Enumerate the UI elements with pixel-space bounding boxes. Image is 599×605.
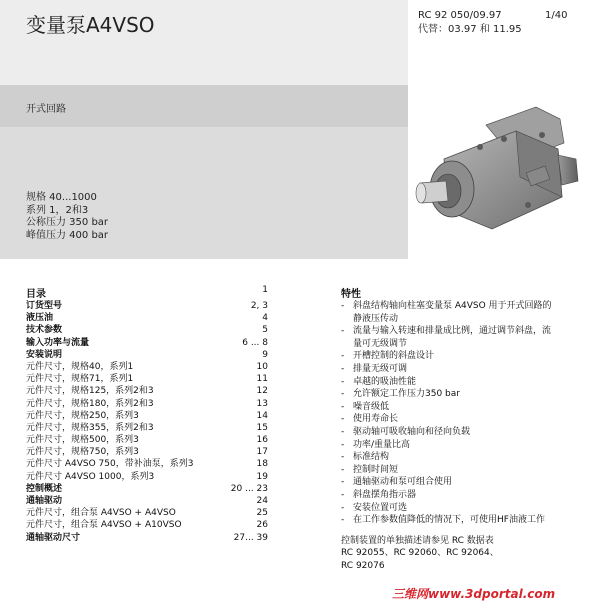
toc-entry-page: 18: [256, 459, 268, 470]
feature-text: 开槽控制的斜盘设计: [353, 351, 435, 362]
feature-text: 斜盘结构轴向柱塞变量泵 A4VSO 用于开式回路的: [353, 301, 552, 311]
toc-heading-page: 1: [262, 285, 268, 295]
feature-text: 噪音级低: [353, 401, 390, 412]
toc-entry-page: 27... 39: [233, 532, 268, 543]
bullet-dash: -: [341, 363, 345, 374]
toc-entry: [26, 337, 270, 349]
toc-entry-page: 9: [262, 349, 268, 360]
toc-entry: [26, 385, 270, 397]
feature-text: 排量无级可调: [353, 363, 408, 374]
toc-entry-page: 17: [256, 447, 268, 458]
feature-item: [341, 350, 593, 363]
features-heading: 特性: [341, 289, 361, 300]
toc-entry-label: 液压油: [26, 313, 54, 324]
toc-entry-page: 6 ... 8: [242, 337, 268, 348]
bullet-dash: -: [341, 414, 345, 425]
toc-entry-page: 5: [262, 325, 268, 336]
bullet-dash: -: [341, 389, 345, 400]
toc-entry: [26, 422, 270, 434]
features-section: [341, 285, 593, 572]
rc-reference: RC 92055、RC 92060、RC 92064、: [341, 548, 499, 559]
toc-entry: [26, 373, 270, 385]
toc-entry-label: 元件尺寸，规格125，系列2和3: [26, 386, 154, 397]
toc-entry: [26, 532, 270, 544]
toc-entry: [26, 410, 270, 422]
toc-entry-page: 10: [256, 361, 268, 372]
toc-entry-page: 24: [256, 496, 268, 506]
toc-entry-label: 元件尺寸，规格500，系列3: [26, 435, 139, 446]
control-note: 控制装置的单独描述请参见 RC 数据表: [341, 535, 494, 546]
toc-entry-page: 2, 3: [250, 301, 268, 311]
feature-item: [341, 464, 593, 477]
feature-item: [341, 401, 593, 414]
bullet-dash: -: [341, 401, 345, 412]
feature-text: 驱动轴可吸收轴向和径向负载: [353, 426, 471, 437]
feature-text: 斜盘摆角指示器: [353, 489, 417, 500]
feature-item: [341, 413, 593, 426]
axial-piston-pump-illustration: [408, 85, 599, 259]
toc-entry: [26, 312, 270, 324]
feature-item: [341, 514, 593, 527]
toc-entry: [26, 483, 270, 495]
toc-entry-label: 元件尺寸 A4VSO 1000，系列3: [26, 471, 155, 482]
replaces-note: 代替：03.97 和 11.95: [418, 24, 522, 35]
features-list: [341, 300, 593, 527]
bullet-dash: -: [341, 376, 345, 387]
toc-entry-label: 控制概述: [26, 483, 63, 494]
toc-entry-page: 16: [256, 435, 268, 446]
spec-line: 系列 1，2和3: [26, 204, 89, 216]
toc-entry: [26, 458, 270, 470]
toc-entry-page: 12: [256, 386, 268, 397]
table-of-contents: [26, 285, 270, 544]
spec-line: 规格 40...1000: [26, 192, 97, 203]
pump-photo: [408, 85, 599, 259]
toc-entry: [26, 324, 270, 336]
toc-entry: [26, 519, 270, 531]
bullet-dash: -: [341, 489, 345, 500]
feature-text: 标准结构: [353, 452, 390, 463]
page-number: 1/40: [545, 10, 568, 21]
bullet-dash: -: [341, 515, 345, 526]
feature-text: 卓越的吸油性能: [353, 376, 417, 387]
feature-text: 允许额定工作压力350 bar: [353, 389, 460, 400]
toc-entry-label: 元件尺寸，规格355，系列2和3: [26, 422, 154, 433]
toc-entry-page: 14: [256, 410, 268, 421]
toc-entry-page: 11: [256, 374, 268, 385]
toc-entry-page: 26: [256, 520, 268, 531]
toc-entry-label: 元件尺寸，规格180，系列2和3: [26, 398, 154, 409]
bullet-dash: -: [341, 502, 345, 513]
document-title: 变量泵A4VSO: [26, 13, 155, 37]
feature-item: [341, 325, 593, 350]
toc-entry-label: 通轴驱动: [26, 496, 63, 506]
toc-entry-page: 19: [256, 471, 268, 482]
feature-item: [341, 388, 593, 401]
bullet-dash: -: [341, 477, 345, 488]
toc-entry-label: 技术参数: [26, 325, 63, 336]
feature-item: [341, 502, 593, 515]
toc-entry-label: 订货型号: [26, 301, 63, 311]
toc-heading: [26, 285, 270, 300]
feature-item: [341, 489, 593, 502]
toc-entry: [26, 398, 270, 410]
feature-text: 控制时间短: [353, 464, 399, 475]
bullet-dash: -: [341, 452, 345, 463]
feature-text: 流量与输入转速和排量成比例，通过调节斜盘，流: [353, 326, 552, 337]
feature-item: [341, 476, 593, 489]
toc-entry-label: 元件尺寸，组合泵 A4VSO + A10VSO: [26, 520, 182, 531]
toc-entry-label: 元件尺寸，规格40，系列1: [26, 361, 134, 372]
feature-item: [341, 426, 593, 439]
bullet-dash: -: [341, 426, 345, 437]
feature-item: [341, 300, 593, 325]
toc-entry: [26, 300, 270, 312]
toc-entry-label: 元件尺寸，规格750，系列3: [26, 447, 139, 458]
spec-line: 峰值压力 400 bar: [26, 229, 109, 241]
spec-line: 公称压力 350 bar: [26, 217, 109, 228]
toc-entry-page: 13: [256, 398, 268, 409]
feature-text: 功率/重量比高: [353, 439, 411, 450]
toc-entry-page: 20 ... 23: [230, 483, 268, 494]
toc-entry: [26, 361, 270, 373]
toc-entry-page: 15: [256, 422, 268, 433]
toc-entry-label: 通轴驱动尺寸: [26, 532, 81, 543]
toc-entry-page: 25: [256, 508, 268, 519]
bullet-dash: -: [341, 301, 345, 311]
toc-entry: [26, 446, 270, 458]
feature-text: 在工作参数值降低的情况下，可使用HF油液工作: [353, 515, 545, 526]
watermark: 三维网www.3dportal.com: [388, 583, 599, 605]
document-info: [418, 9, 568, 37]
feature-item: [341, 363, 593, 376]
document-number: RC 92 050/09.97: [418, 10, 502, 21]
toc-entry: [26, 495, 270, 507]
toc-entry-label: 元件尺寸，规格250，系列3: [26, 410, 139, 421]
feature-item: [341, 376, 593, 389]
feature-text: 静液压传动: [353, 313, 399, 324]
feature-text: 使用寿命长: [353, 414, 399, 425]
spec-summary: [26, 192, 108, 242]
toc-entry: [26, 507, 270, 519]
feature-text: 量可无级调节: [353, 338, 408, 349]
toc-list: [26, 300, 270, 544]
toc-entry-page: 4: [262, 313, 268, 324]
feature-item: [341, 439, 593, 452]
feature-item: [341, 451, 593, 464]
circuit-type: 开式回路: [26, 104, 66, 115]
toc-entry: [26, 349, 270, 361]
toc-entry-label: 安装说明: [26, 349, 63, 360]
toc-entry: [26, 434, 270, 446]
toc-entry-label: 输入功率与流量: [26, 337, 90, 348]
bullet-dash: -: [341, 326, 345, 337]
feature-text: 安装位置可选: [353, 502, 408, 513]
feature-text: 通轴驱动和泵可组合使用: [353, 477, 453, 488]
toc-entry-label: 元件尺寸，规格71，系列1: [26, 374, 134, 385]
bullet-dash: -: [341, 439, 345, 450]
toc-entry-label: 元件尺寸 A4VSO 750，带补油泵，系列3: [26, 459, 194, 470]
bullet-dash: -: [341, 464, 345, 475]
toc-entry-label: 元件尺寸，组合泵 A4VSO + A4VSO: [26, 508, 176, 519]
toc-heading-label: 目录: [26, 289, 46, 300]
bullet-dash: -: [341, 351, 345, 362]
toc-entry: [26, 471, 270, 483]
rc-reference: RC 92076: [341, 560, 385, 571]
